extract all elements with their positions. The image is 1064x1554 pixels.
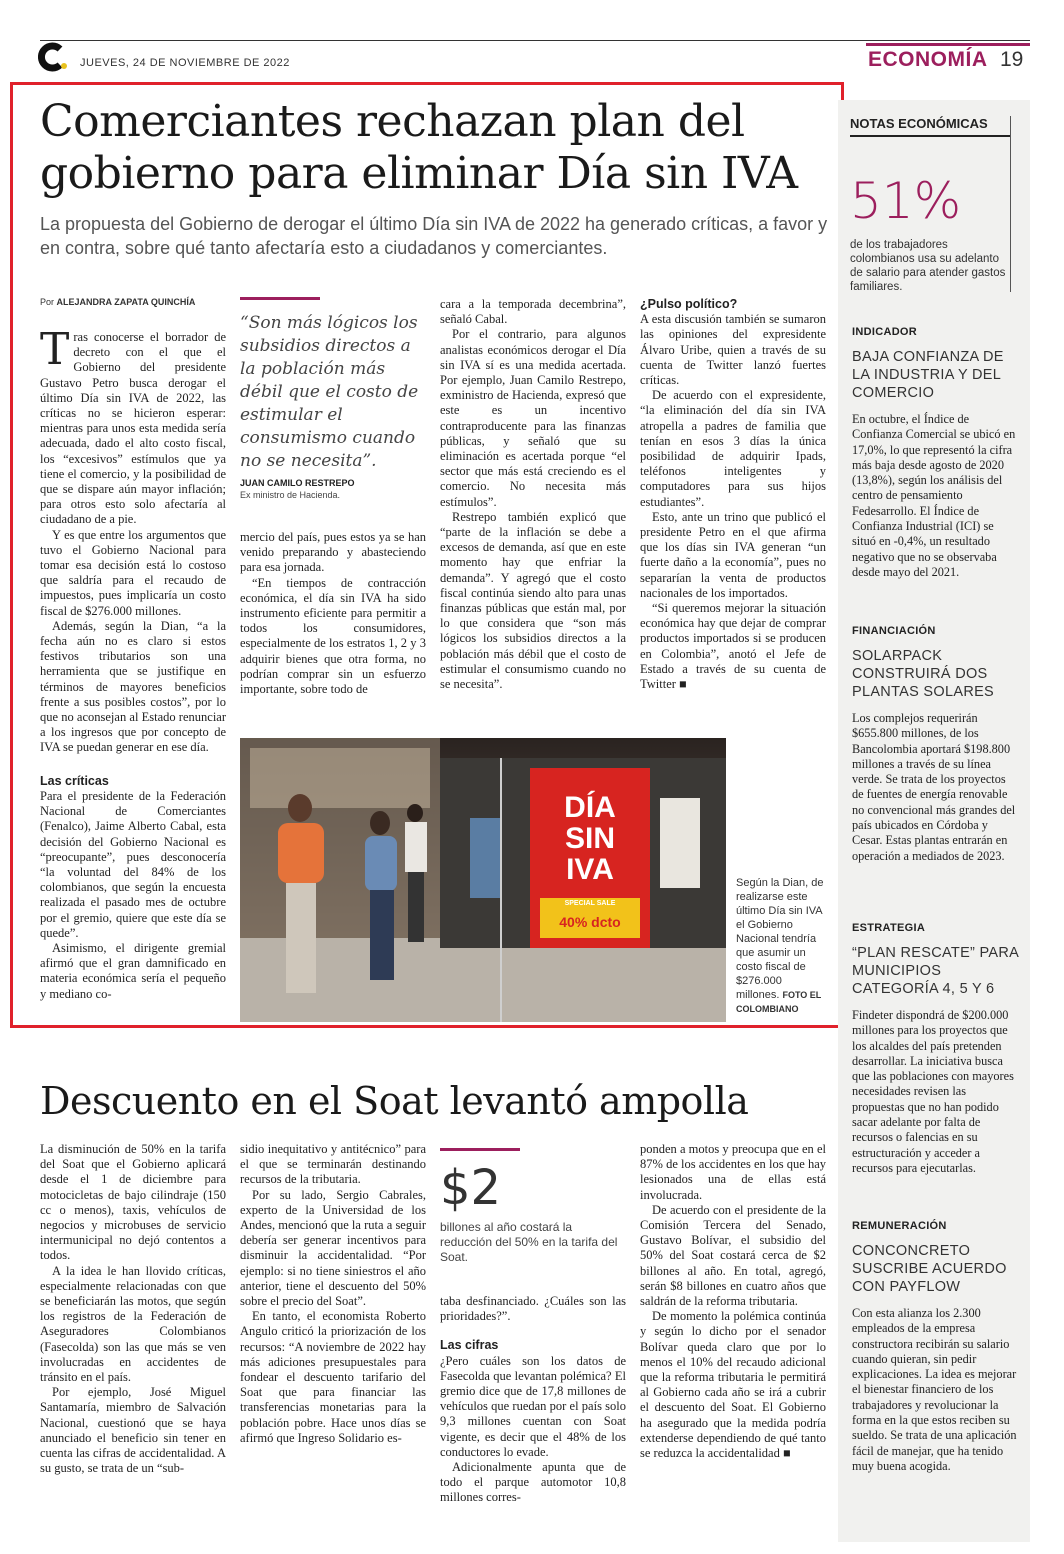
percent-description: de los trabajadores colombianos usa su adelanto de salario para atender gastos familiares. xyxy=(850,239,1006,293)
article1-paragraph: “Si queremos mejorar la situación económica hay que dejar de comprar productos importados si se producen en Colombia”, anotó el Jefe de Estado a través de su cuenta de Twitter ■ xyxy=(640,601,826,692)
sidebar-item-estrategia xyxy=(852,922,1020,1176)
article1-subhead: ¿Pulso político? xyxy=(640,297,738,311)
article2-paragraph: Adicionalmente apunta que de todo el parque automotor 10,8 millones corres- xyxy=(440,1460,626,1505)
byline-prefix: Por xyxy=(40,297,55,307)
sign-line: IVA xyxy=(566,853,614,886)
section-rule xyxy=(866,43,1030,46)
article1-paragraph: Por el contrario, para algunos analistas económicos derogar el Día sin IVA sí es una medida acertada. Por ejemplo, Juan Camilo Restrepo, exministro de Hacienda, expresó que este es un incentivo contraproducente para las finanzas públicas, y señaló que su eliminación es acertada porque “el sector que más está creciendo es el comercio. No necesita más estímulos”. xyxy=(440,327,626,509)
article2-subhead: Las cifras xyxy=(440,1338,499,1353)
article1-photo xyxy=(240,738,726,1022)
header-rule xyxy=(40,40,1030,41)
stat-number: $2 xyxy=(440,1160,502,1216)
sidebar-item-title: BAJA CONFIANZA DE LA INDUSTRIA Y DEL COMERCIO xyxy=(852,349,1004,401)
article2-column-1 xyxy=(40,1142,226,1476)
article1-paragraph: mercio del país, pues estos ya se han venido preparando y abasteciendo para esa jornada. xyxy=(240,530,426,575)
sidebar-item-remuneracion xyxy=(852,1220,1020,1474)
article2-paragraph: A la idea le han llovido críticas, especialmente relacionadas con que se beneficiarán las motos, que según los registros de la Federación de Aseguradores Colombianos (Fasecolda) son las que más se ven involucradas en accidentes de tránsito en el país. xyxy=(40,1263,226,1385)
article1-paragraph: Esto, ante un trino que publicó el presidente Petro en el que afirma que los días sin IVA generan “un fuerte daño a la economía”, pues no separarían la venta de productos nacionales de los importados. xyxy=(640,509,826,600)
article1-byline xyxy=(40,297,195,307)
quote-rule xyxy=(240,297,320,300)
photo-credit: FOTO EL COLOMBIANO xyxy=(736,990,822,1014)
drop-cap: T xyxy=(40,324,70,375)
article2-column-3 xyxy=(440,1294,626,1506)
article2-column-2 xyxy=(240,1142,426,1446)
article2-paragraph: ponden a motos y preocupa que en el 87% de los accidentes en los que hay lesionados una de ellas está involucrada. xyxy=(640,1142,826,1202)
article1-paragraph: Además, según la Dian, “a la fecha aún no es claro si estos festivos tributarios son una herramienta que se justifique en términos de mayores beneficios frente a sus posibles costos”, por lo que no aconsejan al Estado renunciar a los ingresos que por concepto de IVA se puedan generar en ese día. xyxy=(40,618,226,755)
sidebar-item-text: En octubre, el Índice de Confianza Comercial se ubicó en 17,0%, lo que representó la cifra más baja desde agosto de 2020 (13,8%), según los análisis del centro de pensamiento Fedesarrollo. El Índice de Confianza Industrial (ICI) se situó en -0,4%, un resultado negativo que no se observaba desde mayo del 2021. xyxy=(852,412,1016,579)
article1-paragraph: “En tiempos de contracción económica, el día sin IVA ha sido instrumento eficiente para permitir a todos los consumidores, especialmente de los estratos 1, 2 y 3 adquirir bienes que otra forma, no podrían comprar sin un esfuerzo importante, sobre todo de xyxy=(240,575,426,697)
page-number: 19 xyxy=(1000,48,1024,71)
sign-line: DÍA xyxy=(564,791,616,824)
article2-column-4 xyxy=(640,1142,826,1461)
article1-paragraph: Asimismo, el dirigente gremial afirmó que el gran damnificado en materia económica sería el pequeño y mediano co- xyxy=(40,940,226,1001)
article1-column-3 xyxy=(440,297,626,692)
article1-paragraph: Para el presidente de la Federación Nacional de Comerciantes (Fenalco), Jaime Alberto Cabal, esta decisión del Gobierno Nacional es “preocupante”, pues desconocería “la voluntad del 84% de los colombianos, que según la encuesta realizada el pasado mes de octubre por el gremio, quiere que este día se quede”. xyxy=(40,788,226,940)
sidebar-item-head: FINANCIACIÓN xyxy=(852,625,936,637)
article2-paragraph: ¿Pero cuáles son los datos de Fasecolda que levantan polémica? El gremio dice que de 17,8 millones de vehículos que ruedan por el país solo 9,3 millones cuentan con Soat vigente, es decir que el 48% de los conductores lo evade. xyxy=(440,1353,626,1459)
article1-paragraph: cara a la temporada decembrina”, señaló Cabal. xyxy=(440,297,626,327)
article2-paragraph: sidio inequitativo y antitécnico” para el que se terminarán destinando recursos de la tributaria. xyxy=(240,1142,426,1187)
sidebar-item-head: INDICADOR xyxy=(852,326,918,338)
paragraph-text: ras conocerse el borrador de decreto con el que el Gobierno del presidente Gustavo Petro busca derogar el último Día sin IVA de 2022, las críticas no se hicieron esperar: mientras para unos esta medida sería adecuada, dado el alto costo fiscal, los “excesivos” estímulos que ya tiene el comercio, y la posibilidad de que se dispare aún mayor inflación; para otros esto solo afectaría al ciudadano de a pie. xyxy=(40,330,226,527)
sidebar-item-title: “PLAN RESCATE” PARA MUNICIPIOS CATEGORÍA 4, 5 Y 6 xyxy=(852,945,1019,997)
article2-paragraph: La disminución de 50% en la tarifa del Soat que el Gobierno aplicará desde el 1 de diciembre para motocicletas de bajo cilindraje (150 cc o menos), taxis, vehículos de negocios y microbuses de servicio intermunicipal no dejó contentos a todos. xyxy=(40,1142,226,1263)
pull-quote: “Son más lógicos los subsidios directos a la población más débil que el costo de estimular el consumismo cuando no se necesita”. xyxy=(240,313,419,471)
store-photo-illustration xyxy=(240,738,726,1022)
article1-paragraph: Restrepo también explicó que “parte de la inflación se debe a excesos de demanda, así que en este momento hay que enfriar la demanda”. Y agregó que el costo fiscal continúa siendo alto para unas finanzas públicas que están mal, por lo que considera que “son más lógicos los subsidios directos a la población más débil que el costo de estimular el consumismo cuando no se necesita”. xyxy=(440,509,626,692)
notas-rule xyxy=(1010,116,1011,292)
article2-paragraph: Por ejemplo, José Miguel Santamaría, miembro de Salvación Nacional, cuestionó que se haya anunciado el beneficio sin tener en cuenta las cifras de accidentalidad. A su gusto, se trata de un “sub- xyxy=(40,1385,226,1476)
stat-rule xyxy=(440,1148,520,1151)
article2-paragraph: taba desfinanciado. ¿Cuáles son las prioridades?”. xyxy=(440,1294,626,1324)
sidebar-item-text: Findeter dispondrá de $200.000 millones para los proyectos que los alcaldes del país pretenden desarrollar. La iniciativa busca que las poblaciones con mayores necesidades revisen las propuestas que no han podido sacar adelante por falta de recursos o falencias en su estructuración y acceder a recursos para ejecutarlas. xyxy=(852,1008,1014,1175)
article1-subhead: Las críticas xyxy=(40,773,109,788)
sign-line: SIN xyxy=(564,822,615,855)
article1-paragraph: De acuerdo con el expresidente, “la eliminación del día sin IVA atropella a padres de familia que tenían en esos 3 días la única posibilidad de adquirir Ipads, teléfonos inteligentes y computadores para sus hijos estudiantes”. xyxy=(640,388,826,509)
article1-paragraph: Y es que entre los argumentos que tuvo el Gobierno Nacional para tomar esa decisión está lo costoso que saldría para el recaudo de impuestos, pues implicaría un costo fiscal de $276.000 millones. xyxy=(40,527,226,618)
big-percent: 51% xyxy=(850,172,962,230)
byline-author: ALEJANDRA ZAPATA QUINCHÍA xyxy=(56,297,196,307)
sidebar-item-text: Los complejos requerirán $655.800 millones, de los Bancolombia aportará $198.800 millones a través de su línea verde. Se trata de los proyectos de fuentes de energía renovable no convencional más grandes del país ubicados en Córdoba y Cesar. Estas plantas entrarán en operación a mediados de 2023. xyxy=(852,711,1016,863)
article1-paragraph xyxy=(40,324,226,528)
sidebar-item-title: CONCONCRETO SUSCRIBE ACUERDO CON PAYFLOW xyxy=(852,1243,1007,1295)
section-name: ECONOMÍA xyxy=(868,48,988,71)
article1-column-2 xyxy=(240,530,426,697)
article1-column-1 xyxy=(40,324,226,1002)
sidebar-item-title: SOLARPACK CONSTRUIRÁ DOS PLANTAS SOLARES xyxy=(852,648,995,700)
sidebar-item-financiacion xyxy=(852,625,1020,864)
el-colombiano-logo-icon xyxy=(38,42,68,72)
sidebar-item-text: Con esta alianza los 2.300 empleados de la empresa constructora recibirán su salario cuando quieran, sin pedir explicaciones. La idea es mejorar el bienestar financiero de los trabajadores y revolucionar la forma en la que estos reciben su sueldo. Se trata de una aplicación fácil de manejar, que ha tenido muy buena acogida. xyxy=(852,1306,1017,1473)
sidebar-item-head: ESTRATEGIA xyxy=(852,922,926,934)
photo-caption xyxy=(736,876,824,1016)
stat-description: billones al año costará la reducción del 50% en la tarifa del Soat. xyxy=(440,1220,618,1264)
article2-headline: Descuento en el Soat levantó ampolla xyxy=(40,1079,749,1123)
article2-paragraph: Por su lado, Sergio Cabrales, experto de la Universidad de los Andes, mencionó que la ruta a seguir debería ser generar incentivos para disminuir la accidentalidad. “Por ejemplo: si no tiene siniestros el año anterior, tiene el descuento del 50% sobre el precio del Soat”. xyxy=(240,1187,426,1309)
article2-paragraph: De acuerdo con el presidente de la Comisión Tercera del Senado, Gustavo Bolívar, el subsidio del 50% del Soat costará cerca de $2 billones al año. En total, agregó, serán $8 billones en cuatro años que saldrán de la reforma tributaria. xyxy=(640,1202,826,1309)
sidebar-item-head: REMUNERACIÓN xyxy=(852,1220,947,1232)
issue-date: JUEVES, 24 DE NOVIEMBRE DE 2022 xyxy=(80,57,290,69)
notas-heading: NOTAS ECONÓMICAS xyxy=(850,116,1010,137)
quote-author-role: Ex ministro de Hacienda. xyxy=(240,490,341,500)
article1-column-4 xyxy=(640,297,826,692)
dia-sin-iva-sign xyxy=(530,792,650,885)
article2-paragraph: En tanto, el economista Roberto Angulo criticó la priorización de los recursos: “A noviembre de 2022 hay más adiciones presupuestales para fondear el descuento tarifario del Soat que para financiar las transferencias monetarias para la población pobre. Hace unos días se afirmó que Ingreso Solidario es- xyxy=(240,1309,426,1445)
article1-paragraph: A esta discusión también se sumaron las opiniones del expresidente Álvaro Uribe, quien a través de su cuenta de Twitter lanzó fuertes críticas. xyxy=(640,312,826,388)
article1-headline: Comerciantes rechazan plan del gobierno para eliminar Día sin IVA xyxy=(40,96,798,199)
special-sale-label: SPECIAL SALE xyxy=(564,900,616,907)
article1-deck: La propuesta del Gobierno de derogar el último Día sin IVA de 2022 ha generado críticas, a favor y en contra, sobre qué tanto afectaría esto a ciudadanos y comerciantes. xyxy=(40,214,828,258)
quote-author: JUAN CAMILO RESTREPO xyxy=(240,478,355,488)
caption-text: Según la Dian, de realizarse este último Día sin IVA el Gobierno Nacional tendría que asumir un costo fiscal de $276.000 millones. xyxy=(736,877,824,1001)
discount-label: 40% dcto xyxy=(559,914,621,930)
article2-paragraph: De momento la polémica continúa y según lo dicho por el senador Bolívar queda claro que por lo menos el 10% del recaudo adicional que la reforma tributaria le permitirá al Gobierno cada año se irá a cubrir el descuento del Soat. El Gobierno ha asegurado que la medida podría extenderse dependiendo de qué tanto se reduzca la accidentalidad ■ xyxy=(640,1309,826,1461)
sidebar-item-indicador xyxy=(852,326,1020,580)
